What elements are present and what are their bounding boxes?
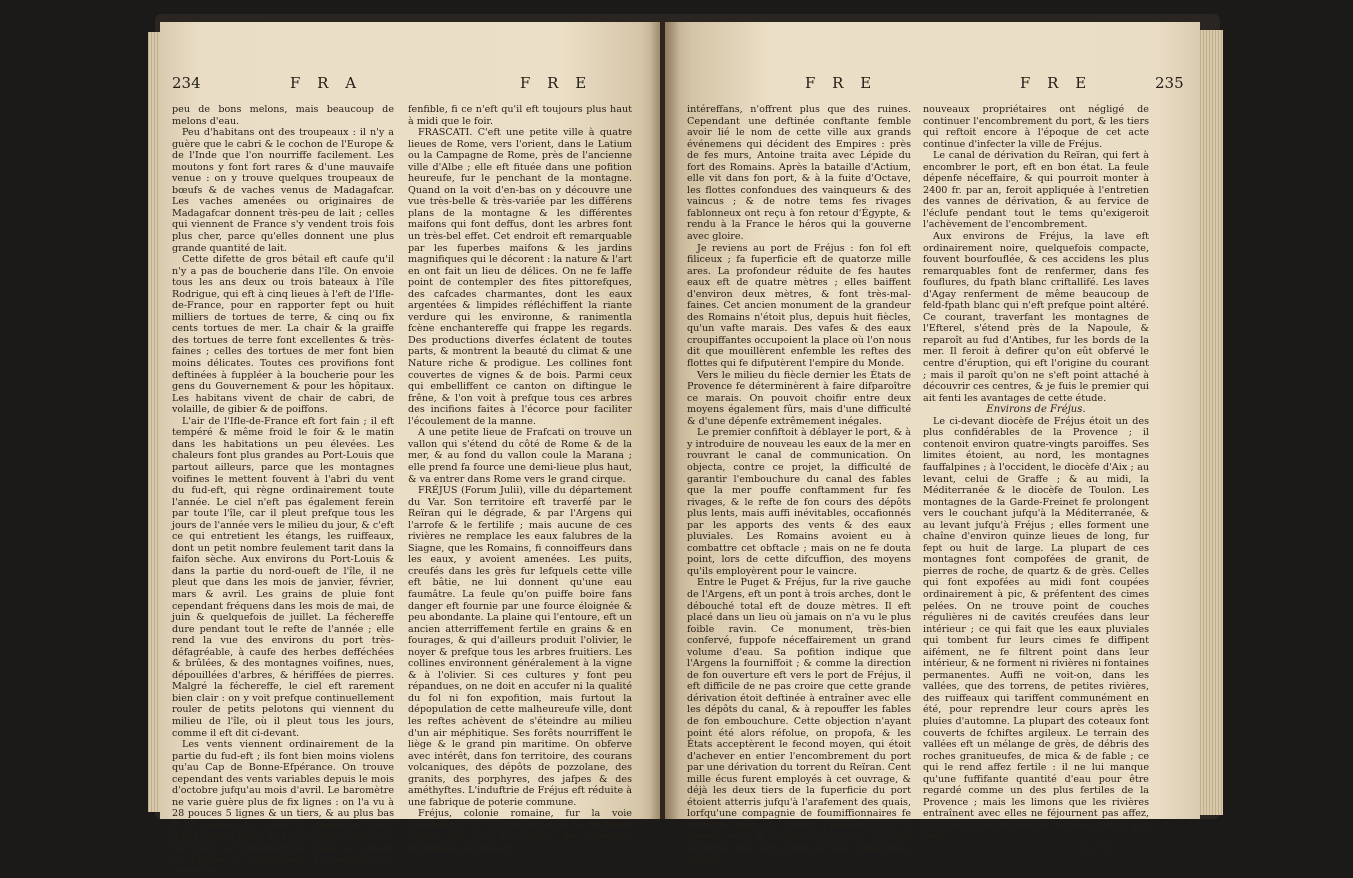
left-column-1 xyxy=(172,104,394,878)
paragraph: nouveaux propriétaires ont négligé de continuer l'encombrement du port, & les tiers qui reftoit encore à l'époque de cet acte continue d'infecter la ville de Fréjus. xyxy=(923,104,1149,150)
paragraph: Je reviens au port de Fréjus : fon fol eft filiceux ; fa fuperficie eft de quatorze mille ares. La profondeur réduite de fes hautes eaux eft de quatre mètres ; elles baiffent d'environ deux mètres, & font très-mal-faines. Cet ancien monument de la grandeur des Romains n'étoit plus, depuis huit fiècles, qu'un vafte marais. Des vafes & des eaux croupiffantes occupoient la place où l'on nous dit que mouillèrent enfemble les reftes des flottes qui fe difputèrent l'empire du Monde. xyxy=(687,242,911,370)
left-header-left: F R A xyxy=(290,74,363,92)
right-header-left: F R E xyxy=(805,74,878,92)
paragraph: FRÉJUS (Forum Julii), ville du département du Var. Son territoire eft traverfé par le Reïran qui le dégrade, & par l'Argens qui l'arrofe & le fertilife ; mais aucune de ces rivières ne remplace les eaux falubres de la Siagne, que les Romains, fi connoiffeurs dans les eaux, y avoient amenées. Les puits, creufés dans les grès fur lefquels cette ville eft bâtie, ne lui donnent qu'une eau faumâtre. La feule qu'on puiffe boire fans danger eft fournie par une fource éloignée & peu abondante. La plaine qui l'entoure, eft un ancien atterriffement fertile en grains & en fourages, & qui d'ailleurs produit l'olivier, le noyer & prefque tous les arbres fruitiers. Les collines environnent généralement à la vigne & à l'olivier. Si ces cultures y font peu répandues, on ne doit en accufer ni la qualité du fol ni fon expofition, mais furtout la dépopulation de cette malheureufe ville, dont les reftes achèvent de s'éteindre au milieu d'un air méphitique. Ses forêts nourriffent le liège & le grand pin maritime. On obferve avec intérêt, dans fon territoire, des courans volcaniques, des dépôts de pozzolane, des granits, des porphyres, des jafpes & des améthyftes. L'induftrie de Fréjus eft réduite à une fabrique de poterie commune. xyxy=(408,485,632,808)
paragraph: Peu d'habitans ont des troupeaux : il n'y a guère que le cabri & le cochon de l'Europe & de l'Inde que l'on nourriffe facilement. Les moutons y font fort rares & d'une mauvaife venue : on y trouve quelques troupeaux de bœufs & de vaches venus de Madagafcar. Les vaches amenées ou originaires de Madagafcar donnent très-peu de lait ; celles qui viennent de France s'y vendent trois fois plus cher, parce qu'elles donnent une plus grande quantité de lait. xyxy=(172,127,394,254)
paragraph: peu de bons melons, mais beaucoup de melons d'eau. xyxy=(172,104,394,127)
right-column-1 xyxy=(687,104,911,866)
book-gutter xyxy=(650,22,680,819)
right-page-number: 235 xyxy=(1155,74,1184,92)
left-page-number: 234 xyxy=(172,74,201,92)
paragraph: Le canal de dérivation du Reïran, qui fert à encombrer le port, eft en bon état. La feule dépenfe néceffaire, & qui pourroit monter à 2400 fr. par an, feroit appliquée à l'entretien des vannes de dérivation, & au fervice de l'éclufe pendant tout le tems qu'exigeroit l'achèvement de l'encombrement. xyxy=(923,150,1149,231)
right-column-2 xyxy=(923,104,1149,854)
left-page xyxy=(160,22,660,878)
paragraph: A une petite lieue de Frafcati on trouve un vallon qui s'étend du côté de Rome & de la mer, & au fond du vallon coule la Marana ; elle prend fa fource une demi-lieue plus haut, & va entrer dans Rome vers le grand cirque. xyxy=(408,427,632,485)
paragraph: Les vents viennent ordinairement de la partie du fud-eft ; ils font bien moins violens qu'au Cap de Bonne-Efpérance. On trouve cependant des vents variables depuis le mois d'octobre jufqu'au mois d'avril. Le baromètre ne varie guère plus de fix lignes : on l'a vu à 28 pouces 5 lignes & un tiers, & au plus bas à 27 pouces 11 lignes & demie les jours d'une groffe pluie & d'un ouragan qui s'eft fait fentir à l'Ifle-Bourbon. Dans le courant de l'année le mouvement du mercure eft prefqu'in- xyxy=(172,739,394,878)
right-page xyxy=(665,22,1200,866)
paragraph: Fréjus, colonie romaine, fur la voie Aurélienne, fut la réfidence de la huitième légion. Son port, fon cirque, fes aqueducs, monumens la plupart xyxy=(408,808,632,854)
left-header-right: F R E xyxy=(520,74,593,92)
paragraph: Vers le milieu du fiècle dernier les États de Provence fe déterminèrent à faire difparoître ce marais. On pouvoit choifir entre deux moyens également fûrs, mais d'une difficulté & d'une dépenfe extrêmement inégales. xyxy=(687,369,911,427)
right-header-right: F R E xyxy=(1020,74,1093,92)
paragraph: L'air de l'Ifle-de-France eft fort fain ; il eft tempéré & même froid le foir & le matin dans les habitations un peu élevées. Les chaleurs font plus grandes au Port-Louis que partout ailleurs, parce que les montagnes voifines le mettent fouvent à l'abri du vent du fud-eft, qui règne ordinairement toute l'année. Le ciel n'eft pas également ferein par toute l'île, car il pleut prefque tous les jours de l'année vers le milieu du jour, & c'eft ce qui entretient les étangs, les ruiffeaux, dont un petit nombre feulement tarit dans la faifon sèche. Aux environs du Port-Louis & dans la partie du nord-oueft de l'île, il ne pleut que dans les mois de janvier, février, mars & avril. Les grains de pluie font cependant fréquens dans les mois de mai, de juin & quelquefois de juillet. La féchereffe dure pendant tout le refte de l'année ; elle rend la vue des environs du port très-défagréable, à caufe des herbes defféchées & brûlées, & des montagnes voifines, nues, dépouillées d'arbres, & hériffées de pierres. Malgré la féchereffe, le ciel eft rarement bien clair : on y voit prefque continuellement rouler de petits pelotons qui viennent du milieu de l'île, où il pleut tous les jours, comme il eft dit ci-devant. xyxy=(172,415,394,739)
paragraph: intéreffans, n'offrent plus que des ruines. Cependant une deftinée conftante femble avoir lié le nom de cette ville aux grands événemens qui décident des Empires : près de fes murs, Antoine traita avec Lépide du fort des Romains. Après la bataille d'Actium, elle vit dans fon port, & à la fuite d'Octave, les flottes confondues des vainqueurs & des vaincus ; & de notre tems fes rivages fablonneux ont reçu à fon retour d'Égypte, & rendu à la France le héros qui la gouverne avec gloire. xyxy=(687,104,911,243)
paragraph: Le ci-devant diocèfe de Fréjus étoit un des plus confidérables de la Provence ; il contenoit environ quatre-vingts paroiffes. Ses limites étoient, au nord, les montagnes fauffalpines ; à l'occident, le diocèfe d'Aix ; au levant, celui de Graffe ; & au midi, la Méditerranée & le diocèfe de Toulon. Les montagnes de la Garde-Freinet fe prolongent vers le couchant jufqu'à la Méditerranée, & au levant jufqu'à Fréjus ; elles forment une chaîne d'environ quinze lieues de long, fur fept ou huit de large. La plupart de ces montagnes font compofées de granit, de pierres de roche, de quartz & de grès. Celles qui font expofées au midi font coupées ordinairement à pic, & préfentent des cimes pelées. On ne trouve point de couches régulières ni de cavités creufées dans leur intérieur ; ce qui fait que les eaux pluviales qui tombent fur leurs cimes fe diffipent aifément, ne fe filtrent point dans leur intérieur, & ne forment ni rivières ni fontaines permanentes. Auffi ne voit-on, dans les vallées, que des torrens, de petites rivières, des ruiffeaux qui tariffent communément en été, pour reprendre leur cours après les pluies d'automne. La plupart des coteaux font couverts de fchiftes argileux. Le terrain des vallées eft un mélange de grès, de débris des roches granitueufes, de mica & de fable ; ce qui le rend affez fertile : il ne lui manque qu'une fuffifante quantité d'eau pour être regardé comme un des plus fertiles de la Provence ; mais les limons que les rivières entraînent avec elles ne féjournent pas affez, la plupart n'étant que des torrens, tandis que ceux xyxy=(923,415,1149,843)
paragraph: FRASCATI. C'eft une petite ville à quatre lieues de Rome, vers l'orient, dans le Latium ou la Campagne de Rome, près de l'ancienne ville d'Albe ; elle eft fituée dans une pofition heureufe, fur le penchant de la montagne. Quand on la voit d'en-bas on y découvre une vue très-belle & très-variée par les différens plans de la montagne & les différentes maifons qui font deffus, dont les arbres font un très-bel effet. Cet endroit eft remarquable par les fuperbes maifons & les jardins magnifiques qui le décorent : la nature & l'art en ont fait un lieu de délices. On ne fe laffe point de contempler des fites pittorefques, des cafcades charmantes, dont les eaux argentées & limpides réfléchiffent la riante verdure qui les environne, & ranimentla fcène enchantereffe qui frappe les regards. Des productions diverfes éclatent de toutes parts, & montrent la beauté du climat & une Nature riche & prodigue. Les collines font couvertes de vignes & de bois. Parmi ceux qui embelliffent ce canton on diftingue le frêne, & l'on voit à prefque tous ces arbres des incifions faites à l'écorce pour faciliter l'écoulement de la manne. xyxy=(408,127,632,427)
left-column-2 xyxy=(408,104,632,854)
section-heading: Environs de Fréjus. xyxy=(986,404,1086,416)
paragraph: fenfible, fi ce n'eft qu'il eft toujours plus haut à midi que le foir. xyxy=(408,104,632,127)
paragraph: Le premier confiftoit à déblayer le port, & à y introduire de nouveau les eaux de la mer en rouvrant le canal de communication. On objecta, contre ce projet, la difficulté de garantir l'embouchure du canal des fables que la mer pouffe conftamment fur fes rivages, & le refte de fon cours des dépôts plus lents, mais auffi inévitables, occafionnés par les apports des vents & des eaux pluviales. Les Romains avoient eu à combattre cet obftacle ; mais on ne fe douta point, lors de cette difcuffion, des moyens qu'ils employèrent pour le vaincre. xyxy=(687,427,911,577)
paragraph: Cette difette de gros bétail eft caufe qu'il n'y a pas de boucherie dans l'île. On envoie tous les ans deux ou trois bateaux à l'île Rodrigue, qui eft à cinq lieues à l'eft de l'Ifle-de-France, pour en rapporter fept ou huit milliers de tortues de terre, & cinq ou fix cents tortues de mer. La chair & la graiffe des tortues de terre font excellentes & très-faines ; celles des tortues de mer font bien moins délicates. Toutes ces provifions font deftinées à fuppléer à la boucherie pour les gens du Gouvernement & pour les hôpitaux. Les habitans vivent de chair de cabri, de volaille, de gibier & de poiffons. xyxy=(172,254,394,416)
paragraph: Entre le Puget & Fréjus, fur la rive gauche de l'Argens, eft un pont à trois arches, dont le débouché total eft de douze mètres. Il eft placé dans un lieu où jamais on n'a vu le plus foible ravin. Ce monument, très-bien confervé, fuppofe néceffairement un grand volume d'eau. Sa pofition indique que l'Argens la fourniffoit ; & comme la direction de fon ouverture eft vers le port de Fréjus, il eft difficile de ne pas croire que cette grande dérivation étoit deftinée à entraîner avec elle les dépôts du canal, & à repouffer les fables de fon embouchure. Cette objection n'ayant point été alors réfolue, on propofa, & les États acceptèrent le fecond moyen, qui étoit d'achever en entier l'encombrement du port par une dérivation du torrent du Reïran. Cent mille écus furent employés à cet ouvrage, & déjà les deux tiers de la fuperficie du port étoient atterris jufqu'à l'arafement des quais, lorfqu'une compagnie de foumiffionnaires fe préfenta pour en obtenir l'aliénation en fa faveur, vers le milieu de l'an 6. On doit regretter que cette vente ait été confommée, car les xyxy=(687,577,911,866)
signature-mark: G 3 2 xyxy=(1081,843,1109,854)
paragraph: Aux environs de Fréjus, la lave eft ordinairement noire, quelquefois compacte, fouvent bourfouflée, & ces accidens les plus remarquables font de renfermer, dans fes fouflures, du fpath blanc criftallifé. Les laves d'Agay renferment de même beaucoup de feld-fpath blanc qui n'eft prefque point altéré. Ce courant, traverfant les montagnes de l'Efterel, s'étend près de la Napoule, & reparoît au fud d'Antibes, fur les bords de la mer. Il feroit à defirer qu'on eût obfervé le centre d'éruption, qui eft l'origine du courant ; mais il paroît qu'on ne s'eft point attaché à découvrir ces centres, & je fuis le premier qui ait fenti les avantages de cette étude. xyxy=(923,231,1149,404)
